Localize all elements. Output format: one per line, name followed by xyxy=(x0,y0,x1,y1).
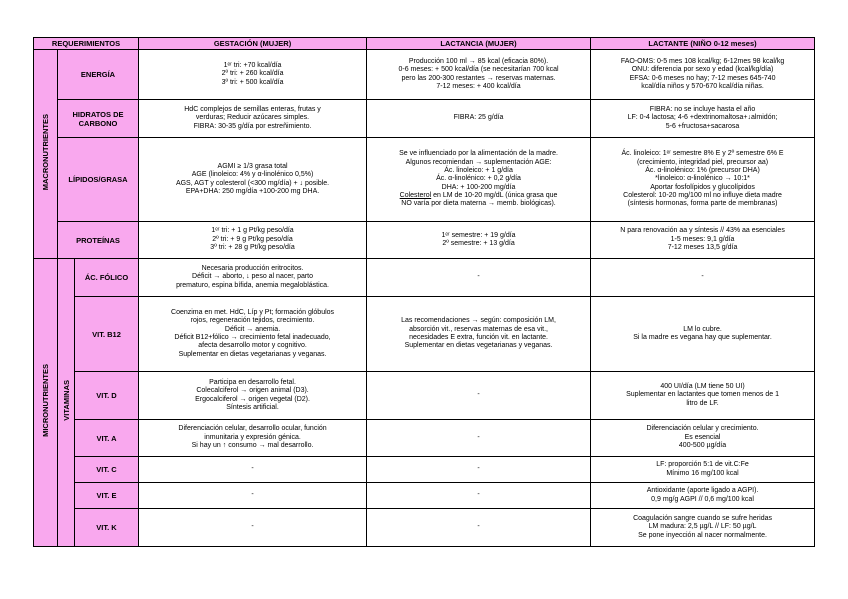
group-micronutrientes xyxy=(34,259,58,547)
row-folico xyxy=(34,259,815,297)
vitk-lactante: Coagulación sangre cuando se sufre heridas LM madura: 2,5 µg/L // LF: 50 µg/L Se pone inyección al nacer normalmente. xyxy=(591,509,815,547)
vitd-lactancia: - xyxy=(367,372,591,420)
label-proteinas: PROTEÍNAS xyxy=(58,222,139,259)
vite-gestacion: - xyxy=(139,483,367,509)
label-vitd: VIT. D xyxy=(75,372,139,420)
vita-lactancia: - xyxy=(367,420,591,457)
label-b12: VIT. B12 xyxy=(75,297,139,372)
label-energia: ENERGÍA xyxy=(58,50,139,100)
label-vita: VIT. A xyxy=(75,420,139,457)
row-b12 xyxy=(34,297,815,372)
label-folico: ÁC. FÓLICO xyxy=(75,259,139,297)
group-vitaminas xyxy=(58,259,75,547)
vitk-gestacion: - xyxy=(139,509,367,547)
row-vitc xyxy=(34,457,815,483)
lipidos-gestacion: AGMI ≥ 1/3 grasa total AGE (linoleico: 4% y α-linolénico 0,5%) AGS, AGT y colesterol (<300 mg/día) + ↓ posible. EPA+DHA: 250 mg/día +100-200 mg DHA. xyxy=(139,138,367,222)
row-lipidos xyxy=(34,138,815,222)
hidratos-lactante: FIBRA: no se incluye hasta el año LF: 0-4 lactosa; 4-6 +dextrinomaltosa+↓almidón; 5-6 +fructosa+sacarosa xyxy=(591,100,815,138)
group-vit-label: VITAMINAS xyxy=(61,380,71,422)
vitd-gestacion: Participa en desarrollo fetal. Colecalciferol → origen animal (D3). Ergocalciferol → origen vegetal (D2). Síntesis artificial. xyxy=(139,372,367,420)
b12-gestacion: Coenzima en met. HdC, Líp y Pt; formación glóbulos rojos, regeneración tejidos, crecimiento. Déficit → anemia. Déficit B12+fólico → crecimiento fetal inadecuado, afecta desarrollo motor y cognitivo. Suplementar en dietas vegetarianas y veganas. xyxy=(139,297,367,372)
folico-lactancia: - xyxy=(367,259,591,297)
row-vita xyxy=(34,420,815,457)
row-energia xyxy=(34,50,815,100)
vitc-lactante: LF: proporción 5:1 de vit.C:Fe Mínimo 16 mg/100 kcal xyxy=(591,457,815,483)
energia-gestacion: 1ᵉʳ tri: +70 kcal/día 2º tri: + 260 kcal/día 3º tri: + 500 kcal/día xyxy=(139,50,367,100)
energia-lactante: FAO-OMS: 0-5 mes 108 kcal/kg; 6-12mes 98 kcal/kg ONU: diferencia por sexo y edad (kcal/kg/día) EFSA: 0-6 meses no hay; 7-12 meses 645-740 kcal/día niños y 570-670 kcal/día niñas. xyxy=(591,50,815,100)
label-vitc: VIT. C xyxy=(75,457,139,483)
proteinas-gestacion: 1ᵉʳ tri: + 1 g Pt/kg peso/día 2º tri: + 9 g Pt/kg peso/día 3º tri: + 28 g Pt/kg peso/día xyxy=(139,222,367,259)
header-lactante: LACTANTE (NIÑO 0-12 meses) xyxy=(591,38,815,50)
vitd-lactante: 400 UI/día (LM tiene 50 UI) Suplementar en lactantes que tomen menos de 1 litro de LF. xyxy=(591,372,815,420)
hidratos-gestacion: HdC complejos de semillas enteras, frutas y verduras; Reducir azúcares simples. FIBRA: 30-35 g/día por estreñimiento. xyxy=(139,100,367,138)
folico-lactante: - xyxy=(591,259,815,297)
vita-gestacion: Diferenciación celular, desarrollo ocular, función inmunitaria y expresión génica. Si hay un ↑ consumo → mal desarrollo. xyxy=(139,420,367,457)
label-vitk: VIT. K xyxy=(75,509,139,547)
label-vite: VIT. E xyxy=(75,483,139,509)
b12-lactancia: Las recomendaciones → según: composición LM, absorción vit., reservas maternas de esa vit., necesidades E extra, función vit. en lactante. Suplementar en dietas vegetarianas y veganas. xyxy=(367,297,591,372)
energia-lactancia: Producción 100 ml → 85 kcal (eficacia 80%). 0-6 meses: + 500 kcal/día (se necesitarían 700 kcal pero las 200-300 restantes → reservas maternas. 7-12 meses: + 400 kcal/día xyxy=(367,50,591,100)
group-micro-label: MICRONUTRIENTES xyxy=(41,364,50,438)
header-lactancia: LACTANCIA (MUJER) xyxy=(367,38,591,50)
hidratos-lactancia: FIBRA: 25 g/día xyxy=(367,100,591,138)
row-vitk xyxy=(34,509,815,547)
row-proteinas xyxy=(34,222,815,259)
lipidos-lactancia: Se ve influenciado por la alimentación de la madre. Algunos recomiendan → suplementación AGE: Ác. linoleico: + 1 g/día Ác. α-linolénico: + 0,2 g/día DHA: + 100-200 mg/día Colesterol en LM de 10-20 mg/dL (única grasa que NO varía por dieta materna → memb. biológicas). xyxy=(367,138,591,222)
row-vitd xyxy=(34,372,815,420)
vite-lactante: Antioxidante (aporte ligado a AGPI). 0,9 mg/g AGPI // 0,6 mg/100 kcal xyxy=(591,483,815,509)
group-macro-label: MACRONUTRIENTES xyxy=(41,114,50,191)
vite-lactancia: - xyxy=(367,483,591,509)
header-row xyxy=(34,38,815,50)
requirements-table xyxy=(33,37,815,547)
label-hidratos: HIDRATOS DE CARBONO xyxy=(58,100,139,138)
header-requerimientos: REQUERIMIENTOS xyxy=(34,38,139,50)
colesterol-label: Colesterol xyxy=(399,192,432,200)
row-vite xyxy=(34,483,815,509)
vitc-lactancia: - xyxy=(367,457,591,483)
b12-lactante: LM lo cubre. Si la madre es vegana hay que suplementar. xyxy=(591,297,815,372)
folico-gestacion: Necesaria producción eritrocitos. Déficit → aborto, ↓ peso al nacer, parto prematuro, espina bífida, anemia megaloblástica. xyxy=(139,259,367,297)
vitk-lactancia: - xyxy=(367,509,591,547)
lipidos-lactante: Ác. linoleico: 1ᵉʳ semestre 8% E y 2º semestre 6% E (crecimiento, integridad piel, precursor aa) Ác. α-linolénico: 1% (precursor DHA) *linoleico: α-linolénico → 10:1* Aportar fosfolípidos y glucolípidos Colesterol: 10-20 mg/100 ml no influye dieta madre (síntesis hormonas, forma parte de membranas) xyxy=(591,138,815,222)
row-hidratos xyxy=(34,100,815,138)
group-macronutrientes xyxy=(34,50,58,259)
proteinas-lactante: N para renovación aa y síntesis // 43% aa esenciales 1-5 meses: 9,1 g/día 7-12 meses 13,5 g/día xyxy=(591,222,815,259)
vitc-gestacion: - xyxy=(139,457,367,483)
vita-lactante: Diferenciación celular y crecimiento. Es esencial 400-500 µg/día xyxy=(591,420,815,457)
label-lipidos: LÍPIDOS/GRASA xyxy=(58,138,139,222)
header-gestacion: GESTACIÓN (MUJER) xyxy=(139,38,367,50)
proteinas-lactancia: 1ᵉʳ semestre: + 19 g/día 2º semestre: + 13 g/día xyxy=(367,222,591,259)
